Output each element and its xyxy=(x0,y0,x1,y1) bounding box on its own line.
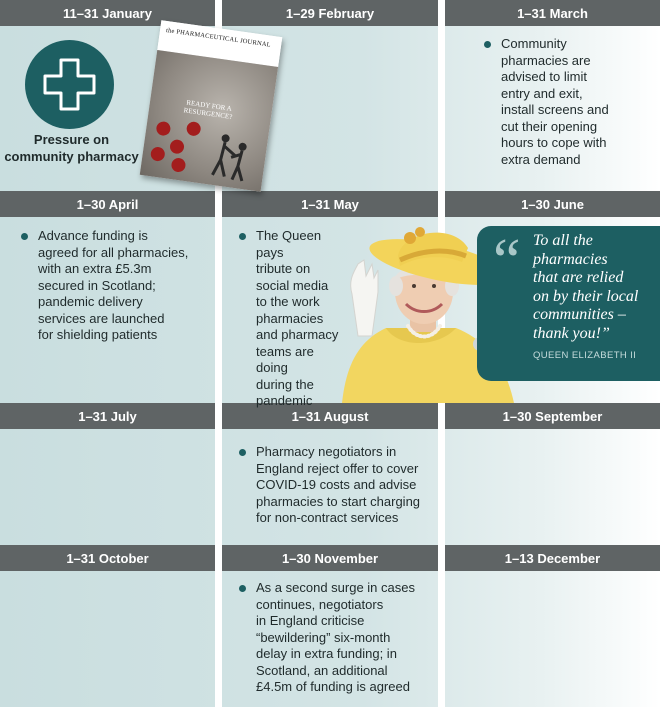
month-header-october: 1–31 October xyxy=(0,545,215,571)
quote-attribution: QUEEN ELIZABETH II xyxy=(533,350,637,361)
august-bullet: Pharmacy negotiators in England reject offer to cover COVID-19 costs and advise pharmacies to start charging for non-contract services xyxy=(256,444,436,527)
november-bullet: As a second surge in cases continues, negotiators in England criticise “bewildering” six-month delay in extra funding; in Scotland, an additional £4.5m of funding is agreed xyxy=(256,580,436,696)
month-header-april: 1–30 April xyxy=(0,191,215,217)
month-header-january: 11–31 January xyxy=(0,0,215,26)
month-header-august: 1–31 August xyxy=(222,403,438,429)
medical-cross-icon xyxy=(25,40,114,129)
month-header-september: 1–30 September xyxy=(445,403,660,429)
month-header-february: 1–29 February xyxy=(222,0,438,26)
quote-box xyxy=(477,226,660,381)
journal-cover-image xyxy=(140,20,283,191)
journal-masthead: the PHARMACEUTICAL JOURNAL xyxy=(165,27,272,49)
month-header-june: 1–30 June xyxy=(445,191,660,217)
pressure-caption: Pressure on community pharmacy xyxy=(4,132,139,164)
quote-mark-icon: “ xyxy=(493,227,521,295)
may-bullet: The Queen pays tribute on social media to the work pharmacies and pharmacy teams are doing during the pandemic xyxy=(256,228,351,410)
quote-text: To all the pharmacies that are relied on by their local communities – thank you!” xyxy=(533,232,639,342)
month-header-may: 1–31 May xyxy=(222,191,438,217)
april-bullet: Advance funding is agreed for all pharmacies, with an extra £5.3m secured in Scotland; pandemic delivery services are launched for shielding patients xyxy=(38,228,213,344)
month-header-march: 1–31 March xyxy=(445,0,660,26)
march-bullet: Community pharmacies are advised to limit entry and exit, install screens and cut their opening hours to cope with extra demand xyxy=(501,36,651,168)
journal-cover-title: READY FOR A RESURGENCE? xyxy=(183,98,233,122)
month-header-november: 1–30 November xyxy=(222,545,438,571)
month-header-december: 1–13 December xyxy=(445,545,660,571)
month-header-july: 1–31 July xyxy=(0,403,215,429)
